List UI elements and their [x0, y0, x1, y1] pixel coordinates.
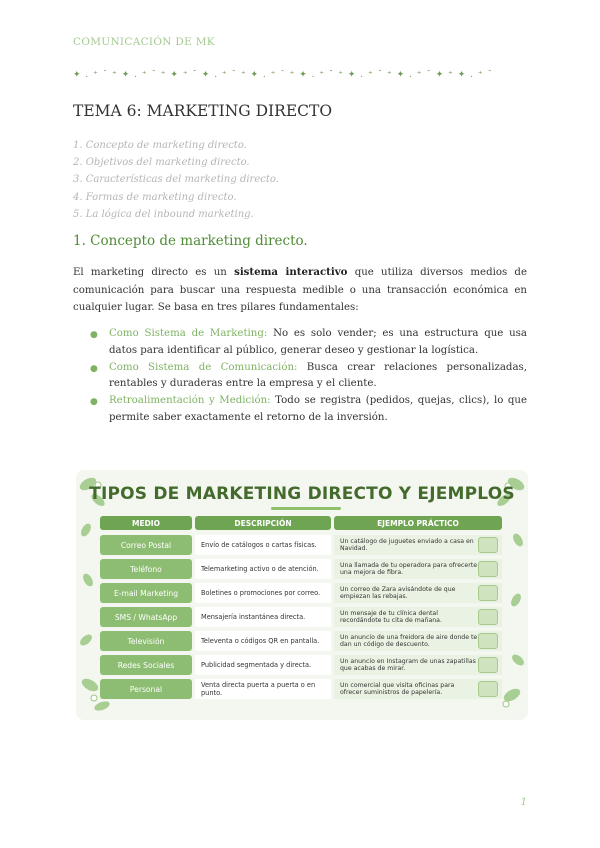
description-cell: Boletines o promociones por correo. [195, 583, 331, 603]
toc-item: 1. Concepto de marketing directo. [73, 140, 247, 151]
bullet-lead: Como Sistema de Comunicación: [109, 361, 298, 373]
example-text: Un comercial que visita oficinas para ofrecer suministros de papelería. [340, 681, 455, 696]
medio-cell: Correo Postal [100, 535, 192, 555]
decorative-divider: ✦ . ⁺ ˚ ⁺ ✦ . ⁺ ˚ ⁺ ✦ ⁺ ˚ ✦ . ⁺ ˚ ⁺ ✦ . ⁺ ˚ ⁺ ✦ . ⁺ ˚ ⁺ ✦ . ⁺ ˚ ⁺ ✦ . ⁺ ˚ ✦ ⁺ ✦ . ⁺ ˚ [73, 70, 493, 80]
description-cell: Telemarketing activo o de atención. [195, 559, 331, 579]
table-row [100, 607, 502, 627]
table-row [100, 535, 502, 555]
table-row [100, 631, 502, 651]
infographic-title: TIPOS DE MARKETING DIRECTO Y EJEMPLOS [89, 484, 515, 504]
table-of-contents [73, 137, 279, 223]
section-heading: 1. Concepto de marketing directo. [73, 233, 308, 249]
column-header: MEDIO [100, 516, 192, 530]
sneaker-icon [478, 657, 498, 673]
bullet-icon: ● [90, 363, 98, 374]
types-table [100, 516, 502, 703]
bullet-text: Busca crear relaciones personalizadas, rentables y duraderas entre la empresa y el cliente. [109, 361, 527, 390]
example-cell [334, 655, 502, 675]
example-text: Un anuncio de una freidora de aire donde te dan un código de descuento. [340, 633, 478, 648]
running-header: COMUNICACIÓN DE MK [73, 36, 215, 48]
tv-icon [478, 633, 498, 649]
title-underline [271, 507, 341, 510]
medio-cell: SMS / WhatsApp [100, 607, 192, 627]
description-cell: Envío de catálogos o cartas físicas. [195, 535, 331, 555]
description-cell: Televenta o códigos QR en pantalla. [195, 631, 331, 651]
example-text: Un catálogo de juguetes enviado a casa en Navidad. [340, 537, 474, 552]
description-cell: Publicidad segmentada y directa. [195, 655, 331, 675]
gift-icon [478, 537, 498, 553]
table-row [100, 559, 502, 579]
page-title: TEMA 6: MARKETING DIRECTO [73, 102, 333, 120]
list-item [90, 360, 527, 394]
toc-item: 3. Características del marketing directo. [73, 174, 279, 186]
example-cell [334, 559, 502, 579]
column-header: EJEMPLO PRÁCTICO [334, 516, 502, 530]
example-cell [334, 631, 502, 651]
example-text: Un mensaje de tu clínica dental recordándote tu cita de mañana. [340, 609, 442, 624]
toc-item: 4. Formas de marketing directo. [73, 191, 237, 203]
example-cell [334, 583, 502, 603]
toc-item: 2. Objetivos del marketing directo. [73, 157, 250, 169]
table-header-row [100, 516, 502, 532]
bullet-lead: Retroalimentación y Medición: [109, 395, 271, 407]
example-cell [334, 607, 502, 627]
para-text: El marketing directo es un [73, 267, 227, 278]
chat-icon [478, 609, 498, 625]
pillars-list [90, 326, 527, 427]
bullet-icon: ● [90, 397, 98, 408]
office-icon [478, 681, 498, 697]
medio-cell: Personal [100, 679, 192, 699]
bullet-text: Todo se registra (pedidos, quejas, clics), lo que permite saber exactamente el retorno de la inversión. [109, 395, 527, 423]
phone-icon [478, 561, 498, 577]
bullet-icon: ● [90, 330, 98, 340]
para-bold: sistema interactivo [234, 266, 348, 278]
bullet-text: No es solo vender; es una estructura que usa datos para identificar al público, generar deseo y gestionar la logística. [109, 328, 527, 356]
bullet-lead: Como Sistema de Marketing: [109, 328, 268, 339]
laptop-icon [478, 585, 498, 601]
example-text: Un anuncio en Instagram de unas zapatillas que acabas de mirar. [340, 657, 476, 672]
description-cell: Venta directa puerta a puerta o en punto. [195, 679, 331, 699]
list-item [90, 393, 527, 427]
marketing-types-infographic [76, 470, 528, 720]
medio-cell: Televisión [100, 631, 192, 651]
column-header: DESCRIPCIÓN [195, 516, 331, 530]
table-row [100, 583, 502, 603]
medio-cell: Teléfono [100, 559, 192, 579]
description-cell: Mensajería instantánea directa. [195, 607, 331, 627]
example-text: Una llamada de tu operadora para ofrecerte una mejora de fibra. [340, 561, 478, 576]
example-cell [334, 535, 502, 555]
medio-cell: Redes Sociales [100, 655, 192, 675]
medio-cell: E-mail Marketing [100, 583, 192, 603]
table-row [100, 679, 502, 699]
list-item [90, 326, 527, 360]
example-text: Un correo de Zara avisándote de que empiezan las rebajas. [340, 585, 456, 600]
example-cell [334, 679, 502, 699]
page-number: 1 [520, 797, 527, 808]
intro-paragraph [73, 264, 527, 317]
table-row [100, 655, 502, 675]
toc-item: 5. La lógica del inbound marketing. [73, 208, 254, 220]
para-text: que utiliza diversos medios de comunicación para buscar una respuesta medible o una transacción económica en cualquier lugar. Se basa en tres pilares fundamentales: [73, 267, 527, 313]
